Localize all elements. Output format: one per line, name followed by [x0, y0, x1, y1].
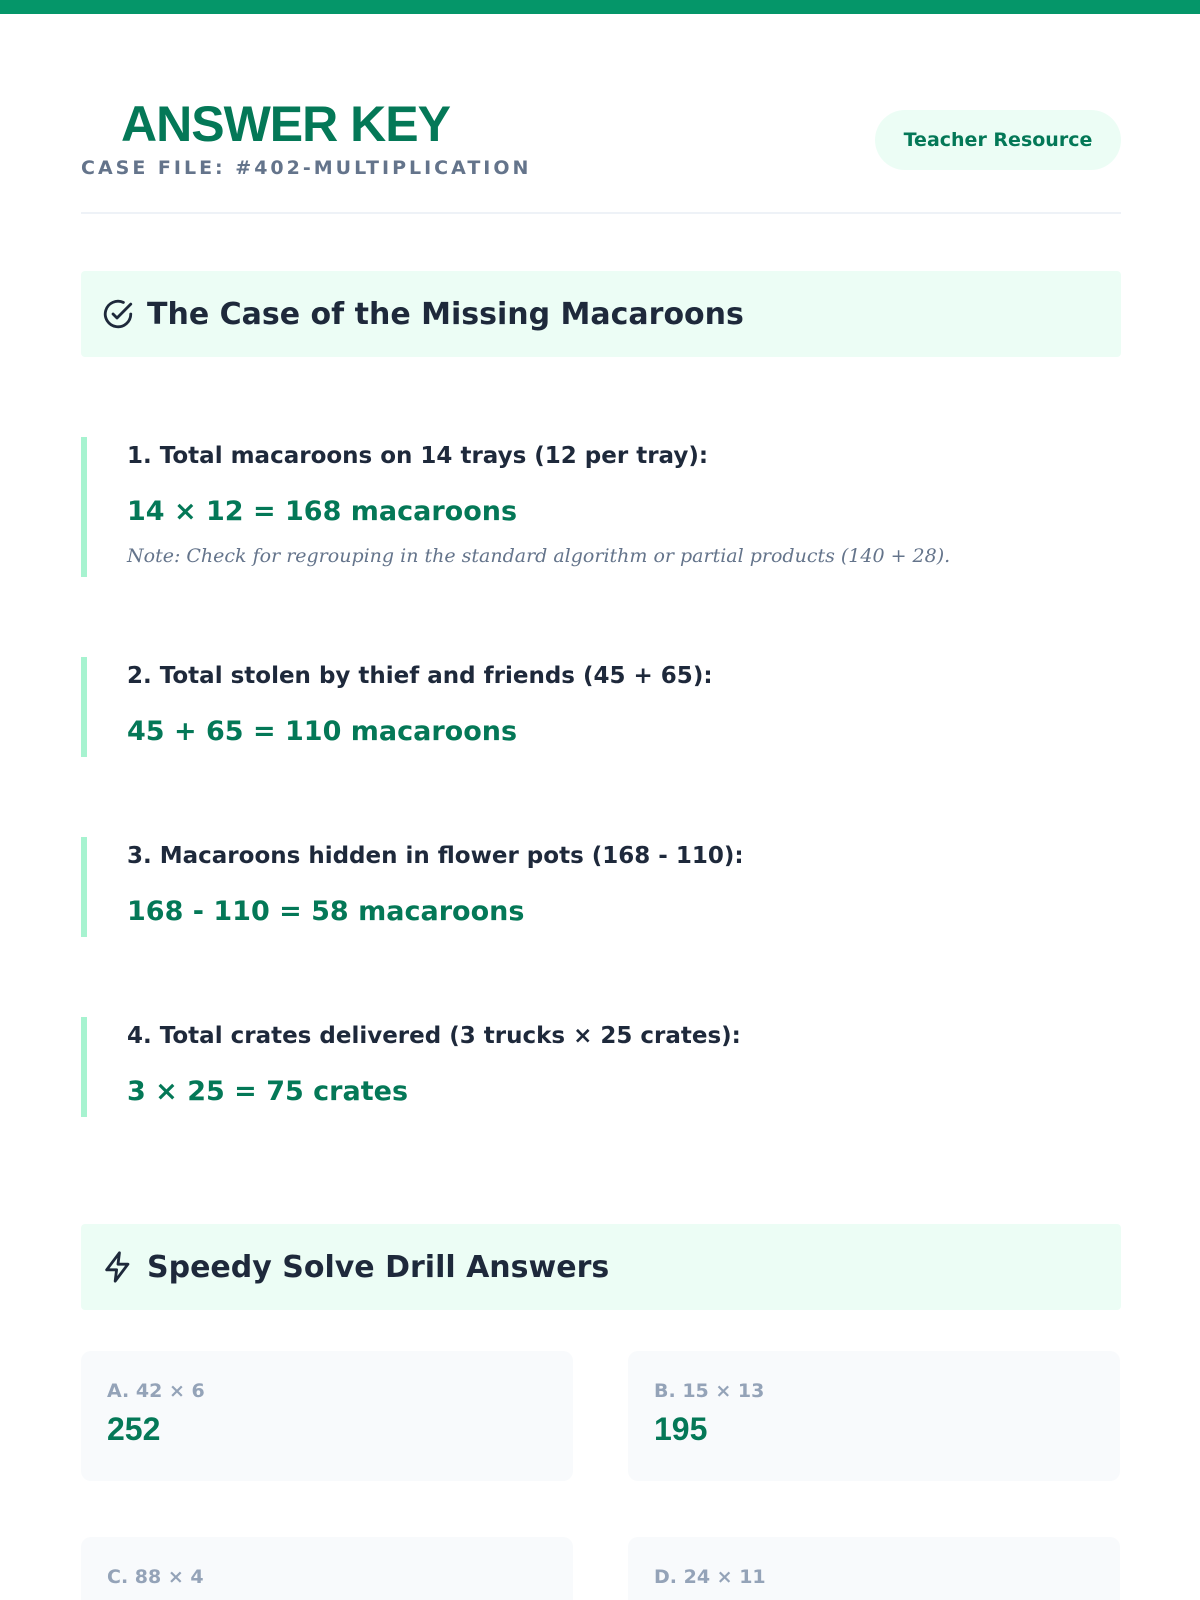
drill-card — [628, 1537, 1120, 1600]
page-header — [81, 96, 1121, 214]
problem-question: 2. Total stolen by thief and friends (45 + 65): — [127, 663, 713, 689]
case-file-label: CASE FILE: #402-MULTIPLICATION — [81, 157, 532, 179]
problem-answer: 3 × 25 = 75 crates — [127, 1076, 409, 1107]
drill-question: B. 15 × 13 — [654, 1380, 765, 1402]
teacher-resource-badge: Teacher Resource — [875, 110, 1121, 170]
problem-item — [81, 837, 1081, 937]
problem-item — [81, 657, 1081, 757]
drill-answer: 252 — [107, 1411, 161, 1447]
section-title: Speedy Solve Drill Answers — [147, 1249, 610, 1285]
problem-question: 3. Macaroons hidden in flower pots (168 - 110): — [127, 843, 744, 869]
check-circle-icon — [101, 297, 135, 331]
problem-question: 1. Total macaroons on 14 trays (12 per tray): — [127, 443, 709, 469]
problem-answer: 168 - 110 = 58 macaroons — [127, 896, 525, 927]
section-title: The Case of the Missing Macaroons — [147, 296, 744, 332]
page-title: ANSWER KEY — [121, 96, 450, 152]
drill-question: A. 42 × 6 — [107, 1380, 205, 1402]
drill-card — [628, 1351, 1120, 1481]
problem-item — [81, 437, 1081, 577]
lightning-bolt-icon — [101, 1250, 135, 1284]
drill-card — [81, 1351, 573, 1481]
problem-note: Note: Check for regrouping in the standard algorithm or partial products (140 + 28). — [127, 545, 951, 567]
top-accent-bar — [0, 0, 1200, 14]
drill-answer: 195 — [654, 1411, 708, 1447]
drill-card — [81, 1537, 573, 1600]
drill-question: D. 24 × 11 — [654, 1566, 766, 1588]
drill-question: C. 88 × 4 — [107, 1566, 204, 1588]
problem-item — [81, 1017, 1081, 1117]
section-header-macaroons — [81, 271, 1121, 357]
problem-answer: 14 × 12 = 168 macaroons — [127, 496, 518, 527]
problem-question: 4. Total crates delivered (3 trucks × 25 crates): — [127, 1023, 741, 1049]
section-header-drill — [81, 1224, 1121, 1310]
problem-answer: 45 + 65 = 110 macaroons — [127, 716, 518, 747]
